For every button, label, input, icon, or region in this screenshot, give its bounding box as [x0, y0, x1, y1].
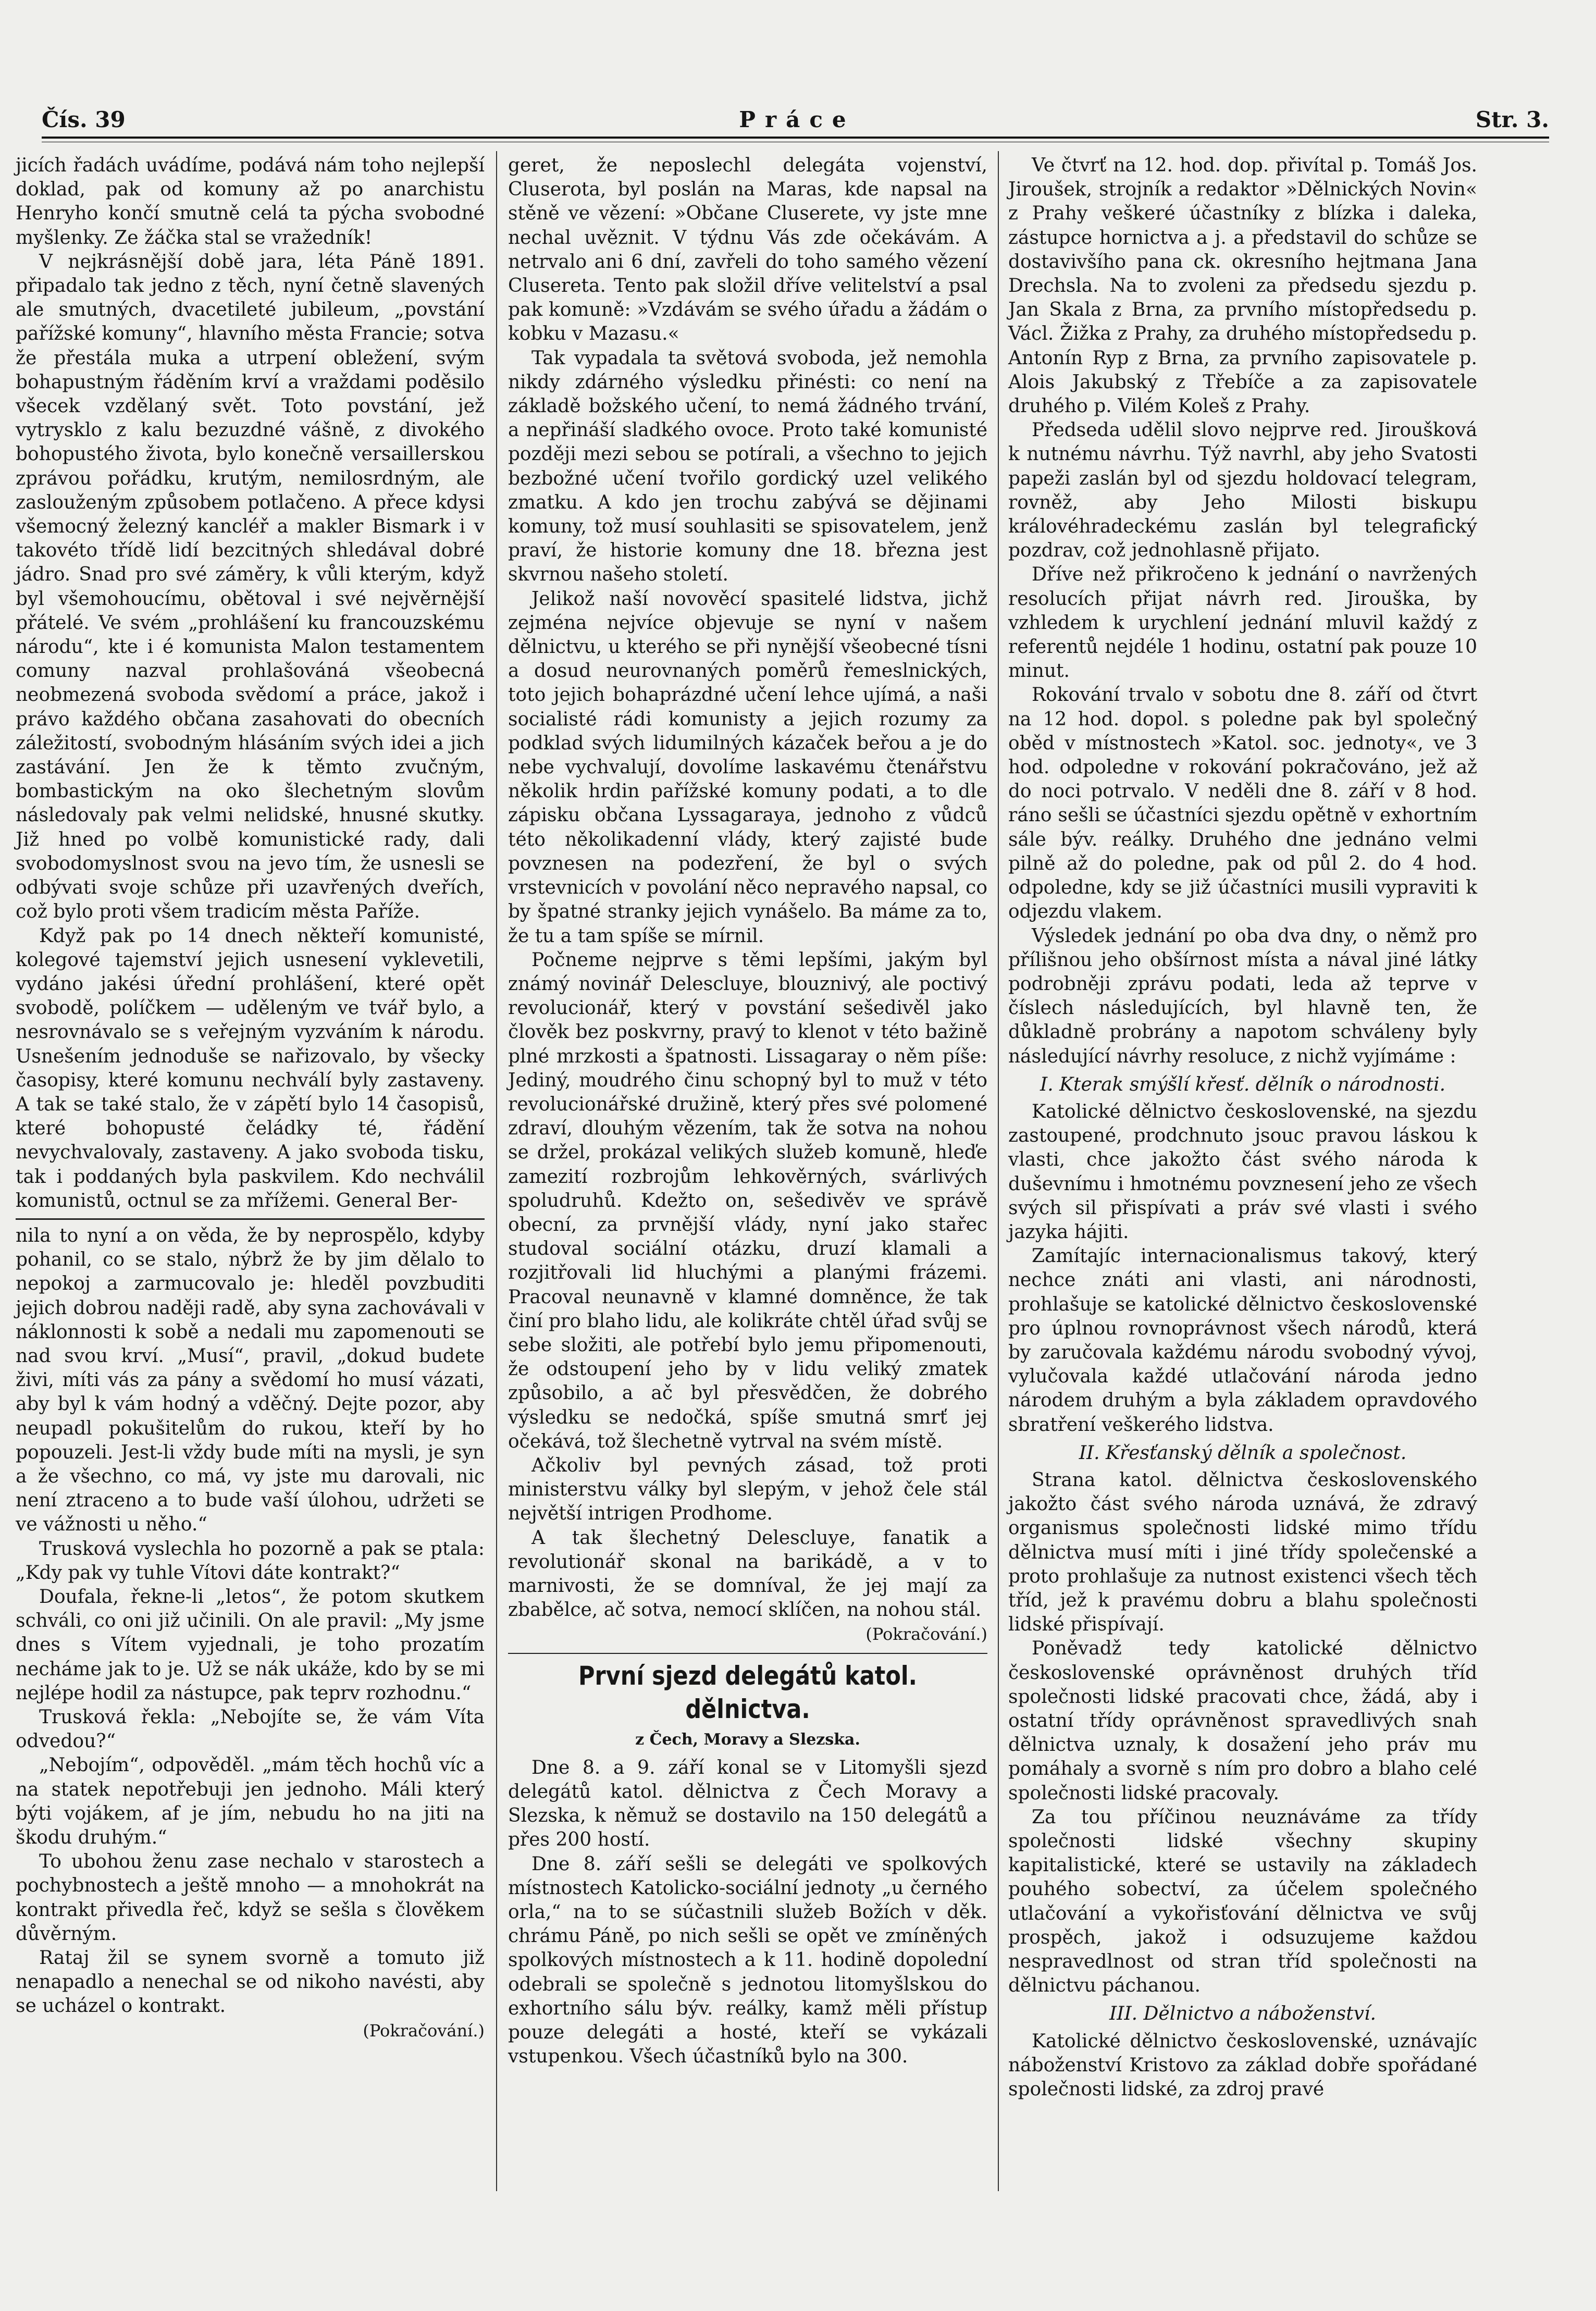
- column-middle: [508, 154, 987, 2069]
- article-headline: První sjezd delegátů katol. dělnictva.: [578, 1660, 917, 1724]
- article-paragraph: Tak vypadala ta světová svoboda, jež nemohla nikdy zdárného výsledku přinésti: co není na základě božského učení, to nemá žádného trvání, a nepřináší sladkého ovoce. Proto také komunisté později mezi sebou se potírali, a všechno to jejich bezbožné učení tvořilo gordický uzel velikého zmatku. A kdo jen trochu zabývá se dějinami komuny, tož musí souhlasiti se spisovatelem, jenž praví, že historie komuny dne 18. března jest skvrnou našeho století.: [508, 347, 987, 586]
- page-number: Str. 3.: [1475, 107, 1549, 132]
- article-paragraph: V nejkrásnější době jara, léta Páně 1891. připadalo tak jedno z těch, nyní četně slavených ale smutných, dvacetileté jubileum, „povstání pařížské komuny“, hlavního města Francie; sotva že přestála muka a utrpení obležení, svým bohapustným řáděním krví a vraždami poděsilo všecek vzdělaný svět. Toto povstání, jež vytrysklo z kalu bezuzdné vášně, z divokého bohopustého života, bylo konečně versaillerskou zprávou pořádku, krutým, nemilosrdným, ale zaslouženým způsobem potlačeno. A přece kdysi všemocný železný kancléř a makler Bismark i v takovéto třídě lidí bezcitných shledával dobré jádro. Snad pro své záměry, k vůli kterým, když byl všemohoucímu, obětoval i své nejvěrnější přátelé. Ve svém „prohlášení ku francouzskému národu“, kte i é komunista Malon testamentem comuny nazval prohlašováná všeobecná neobmezená svoboda svědomí a práce, jakož i právo každého občana zasahovati do obecních záležitostí, svobodným hlásáním svých idei a jich zastávání. Jen že k těmto zvučným, bombastickým na oko šlechetným slovům následovaly pak velmi nelidské, hnusné skutky. Již hned po volbě komunistické rady, dali svobodomyslnost svou na jevo tím, že usnesli se odbývati svoje schůze při uzavřených dveřích, což bylo proti všem tradicím města Paříže.: [16, 251, 485, 923]
- article-paragraph: A tak šlechetný Delescluye, fanatik a revolutionář skonal na barikádě, a v to marnivosti, že se domníval, že jej mají za zbabělce, ač sotva, nemocí sklíčen, na nohou stál.: [508, 1527, 987, 1621]
- newspaper-title: Práce: [739, 107, 856, 132]
- article-paragraph: Dříve než přikročeno k jednání o navržených resolucích přijat návrh red. Jirouška, by vzhledem k urychlení jednání mluvil každý z referentů nejdéle 1 hodinu, ostatní pak pouze 10 minut.: [1008, 564, 1477, 682]
- story-paragraph: Rataj žil se synem svorně a tomuto již nenapadlo a nenechal se od nikoho navésti, aby se ucházel o kontrakt.: [16, 1947, 485, 2017]
- section-heading: II. Křesťanský dělník a společnost.: [1079, 1442, 1407, 1464]
- story-paragraph: To ubohou ženu zase nechalo v starostech a pochybnostech a ještě mnoho — a mnohokrát na kontrakt přivedla řeč, když se sešla s člověkem důvěrným.: [16, 1851, 485, 1945]
- column-right: [1008, 154, 1477, 2102]
- article-paragraph: Ve čtvrť na 12. hod. dop. přivítal p. Tomáš Jos. Jiroušek, strojník a redaktor »Dělnických Novin« z Prahy veškeré účastníky z blízka i daleka, zástupce hornictva a j. a představil do schůze se dostavivšího pana ck. okresního hejtmana Jana Drechsla. Na to zvoleni za předsedu sjezdu p. Jan Skala z Brna, za prvního místopředsedu p. Václ. Žižka z Prahy, za druhého místopředsedu p. Antonín Ryp z Brna, za prvního zapisovatele p. Alois Jakubský z Třebíče a za zapisovatele druhého p. Vilém Koleš z Prahy.: [1008, 155, 1477, 417]
- article-paragraph: Ačkoliv byl pevných zásad, tož proti ministerstvu války byl slepým, v jehož čele stál největší intrigen Prodhome.: [508, 1454, 987, 1525]
- article-paragraph: Zamítajíc internacionalismus takový, který nechce znáti ani vlasti, ani národnosti, prohlašuje se katolické dělnictvo československé pro úplnou rovnoprávnost všech národů, která by zaručovala každému národu svobodný vývoj, vylučovala každé utlačování národa jedno národem druhým a byla základem opravdového sbratření veškerého lidstva.: [1008, 1245, 1477, 1436]
- issue-number: Čís. 39: [42, 107, 126, 132]
- article-paragraph: Katolické dělnictvo československé, na sjezdu zastoupené, prodchnuto jsouc pravou láskou k vlasti, chce jakožto část svého národa k duševnímu i hmotnému povznesení jeho ze všech svých sil přispívati a práv své vlasti i svého jazyka hájiti.: [1008, 1101, 1477, 1243]
- article-paragraph: Za tou příčinou neuznáváme za třídy společnosti lidské všechny skupiny kapitalistické, které se ustavily na základech pouhého sobectví, za účelem společného utlačování a vykořisťování dělnictva ve svůj prospěch, jakož i odsuzujeme každou nespravedlnost od stran tříd společnosti na dělnictvu páchanou.: [1008, 1806, 1477, 1997]
- article-paragraph: Předseda udělil slovo nejprve red. Jiroušková k nutnému návrhu. Týž navrhl, aby jeho Svatosti papeži zaslán byl od sjezdu holdovací telegram, rovněž, aby Jeho Milosti biskupu královéhradeckému zaslán byl telegrafický pozdrav, což jednohlasně přijato.: [1008, 419, 1477, 562]
- section-heading: I. Kterak smýšlí křesť. dělník o národnosti.: [1040, 1073, 1446, 1095]
- continued-note: (Pokračování.): [865, 1624, 987, 1645]
- article-paragraph: Katolické dělnictvo československé, uznávajíc náboženství Kristovo za základ dobře spořádané společnosti lidské, za zdroj pravé: [1008, 2030, 1477, 2100]
- continued-note: (Pokračování.): [363, 2020, 485, 2041]
- section-separator: [16, 1218, 485, 1220]
- article-paragraph: jicích řadách uvádíme, podává nám toho nejlepší doklad, pak od komuny až po anarchistu Henryho končí smutně celá ta pýcha svobodné myšlenky. Ze žáčka stal se vražedník!: [16, 155, 485, 249]
- article-paragraph: Jelikož naší novověcí spasitelé lidstva, jichž zejména nejvíce objevuje se nyní v našem dělnictvu, u kterého se při nynější všeobecné tísni a dosud neurovnaných poměrů řemeslnických, toto jejich bohaprázdné učení lehce ujímá, a naši socialisté rádi komunisty a jejich rozumy za podklad svých lidumilných kázaček beřou a je do nebe vychvalují, dovolíme laskavému čtenářstvu několik hrdin pařížské komuny podati, a to dle zápisku občana Lyssagaraya, jednoho z vůdců této několikadenní vlády, který zajisté bude povznesen na podezření, že byl o svých vrstevnicích v povolání něco nepravého napsal, co by špatné stranky jejich vynášelo. Ba máme za to, že tu a tam spíše se mírnil.: [508, 588, 987, 947]
- column-left: [16, 154, 485, 2043]
- article-paragraph: Rokování trvalo v sobotu dne 8. září od čtvrt na 12 hod. dopol. s poledne pak byl společný oběd v místnostech »Katol. soc. jednoty«, ve 3 hod. odpoledne v rokování pokračováno, jež až do noci potrvalo. V neděli dne 8. září v 8 hod. ráno sešli se účastníci sjezdu opětně v exhortním sále býv. reálky. Druhého dne jednáno velmi pilně až do poledne, pak od půl 2. do 4 hod. odpoledne, kdy se již účastníci musili vypraviti k odjezdu vlakem.: [1008, 684, 1477, 923]
- column-divider: [998, 151, 999, 2191]
- article-paragraph: Poněvadž tedy katolické dělnictvo československé oprávněnost druhých tříd společnosti lidské pracovati chce, žádá, aby i ostatní třídy oprávněnost spravedlivých snah dělnictva uznaly, k dosažení jeho práv mu pomáhaly a svorně s ním pro dobro a blaho celé společnosti lidské pracovaly.: [1008, 1638, 1477, 1804]
- column-divider: [496, 151, 497, 2191]
- story-paragraph: nila to nyní a on věda, že by neprospělo, kdyby pohanil, co se stalo, nýbrž že by jim dělalo to nepokoj a zarmucovalo je: hleděl povzbuditi jejich dobrou naději radě, aby syna zachovávali v náklonnosti k sobě a nedali mu zapomenouti se nad svou krví. „Musí“, pravil, „dokud budete živi, míti vás za pány a svědomí ho musí vázati, aby byl k vám hodný a vděčný. Dejte pozor, aby neupadl pokušitelům do rukou, kteří by ho popouzeli. Jest-li vždy bude míti na mysli, je syn a že všechno, co má, vy jste mu darovali, nic není ztraceno a to bude vaší úlohou, udržeti se ve vážnosti u něho.“: [16, 1225, 485, 1536]
- section-heading: III. Dělnictvo a náboženství.: [1109, 2003, 1376, 2025]
- article-subheadline: z Čech, Moravy a Slezska.: [635, 1730, 860, 1749]
- article-paragraph: Strana katol. dělnictva československého jakožto část svého národa uznává, že zdravý organismus společnosti lidské mimo třídu dělnictva musí míti i jiné třídy společenské a proto prohlašuje za nutnost existenci všech těch tříd, jež k pravému dobru a blahu společnosti lidské přispívají.: [1008, 1469, 1477, 1636]
- story-paragraph: „Nebojím“, odpověděl. „mám těch hochů víc a na statek nepotřebuji jen jednoho. Máli který býti vojákem, af je jím, nebudu ho na jiti na škodu druhým.“: [16, 1754, 485, 1849]
- article-paragraph: Výsledek jednání po oba dva dny, o němž pro přílišnou jeho obšírnost místa a nával jiné látky podrobněji zprávu podati, leda až teprve v číslech následujících, byl hlavně ten, že důkladně probrány a napotom schváleny byly následující návrhy resoluce, z nichž vyjímáme :: [1008, 925, 1477, 1067]
- header-rule: [42, 137, 1549, 139]
- article-paragraph: Dne 8. a 9. září konal se v Litomyšli sjezd delegátů katol. dělnictva z Čech Moravy a Slezska, k němuž se dostavilo na 150 delegátů a přes 200 hostí.: [508, 1757, 987, 1851]
- article-paragraph: Dne 8. září sešli se delegáti ve spolkových místnostech Katolicko-sociální jednoty „u černého orla,“ na to se súčastnili služeb Božích v děk. chrámu Páně, po nich sešli se opět ve zmíněných spolkových místnostech a k 11. hodině dopolední odebrali se společně s jednotou litomyšlskou do exhortního sálu býv. reálky, kamž měli přístup pouze delegáti a hosté, kteří se vykázali vstupenkou. Všech účastníků bylo na 300.: [508, 1853, 987, 2068]
- article-paragraph: Když pak po 14 dnech někteří komunisté, kolegové tajemství jejich usnesení vyklevetili, vydáno jakési úřední prohlášení, které opět svobodě, políčkem — uděleným ve tvář bylo, a nesrovnávalo se s veřejným vyzváním k národu. Usnešením jednoduše se nařizovalo, by všecky časopisy, které komunu nechválí byly zastaveny. A tak se také stalo, že v zápětí bylo 14 časopisů, které bohopusté čeládky té, řádění nevychvalovaly, zastaveny. A jako svoboda tisku, tak i poddaných byla paskvilem. Kdo nechválil komunistů, octnul se za mřížemi. General Ber-: [16, 925, 485, 1212]
- section-separator: [508, 1653, 987, 1654]
- article-paragraph: geret, že neposlechl delegáta vojenství, Cluserota, byl poslán na Maras, kde napsal na stěně ve vězení: »Občane Cluserete, vy jste mne nechal uvěznit. V týdnu Vás zde očekávám. A netrvalo ani 6 dní, zavřeli do toho samého vězení Clusereta. Tento pak složil dříve velitelství a psal pak komuně: »Vzdávám se svého úřadu a žádám o kobku v Mazasu.«: [508, 155, 987, 345]
- story-paragraph: Trusková vyslechla ho pozorně a pak se ptala: „Kdy pak vy tuhle Vítovi dáte kontrakt?“: [16, 1538, 485, 1584]
- story-paragraph: Doufala, řekne-li „letos“, že potom skutkem schváli, co oni již učinili. On ale pravil: „My jsme dnes s Vítem vyjednali, je toho prozatím necháme jak to je. Už se nák ukáže, kdo by se mi nejlépe hodil za nástupce, pak teprv rozhodnu.“: [16, 1586, 485, 1704]
- article-paragraph: Počneme nejprve s těmi lepšími, jakým byl známý novinář Delescluye, blouznivý, ale poctivý revolucionář, který v povstání sešedivěl jako člověk bez poskvrny, pravý to klenot v této bažině plné mrzkosti a špatnosti. Lissagaray o něm píše: Jediný, moudrého činu schopný byl to muž v této revolucionářské družině, který přes své polomené zdraví, dlouhým vězením, tak že sotva na nohou se držel, prokázal velikých služeb komuně, hleďe zamezití rozbrojům lehkověrných, svárlivých spoludruhů. Kdežto on, sešedivěv ve správě obecní, za prvnější vlády, nyní jako stařec studoval sociální otázku, druzí klamali a rozjitřovali lid hluchými a planými frázemi. Pracoval neunavně v klamné domněnce, že tak činí pro blaho lidu, ale kolikráte chtěl úřad svůj se sebe složiti, ale potřebí bylo jemu připomenouti, že odstoupení jeho by v lidu veliký zmatek způsobilo, a ač byl přesvědčen, že dobrého výsledku se nedočká, spíše smutná smrť jej očekává, tož šlechetně vytrval na svém místě.: [508, 949, 987, 1452]
- story-paragraph: Trusková řekla: „Nebojíte se, že vám Víta odvedou?“: [16, 1707, 485, 1752]
